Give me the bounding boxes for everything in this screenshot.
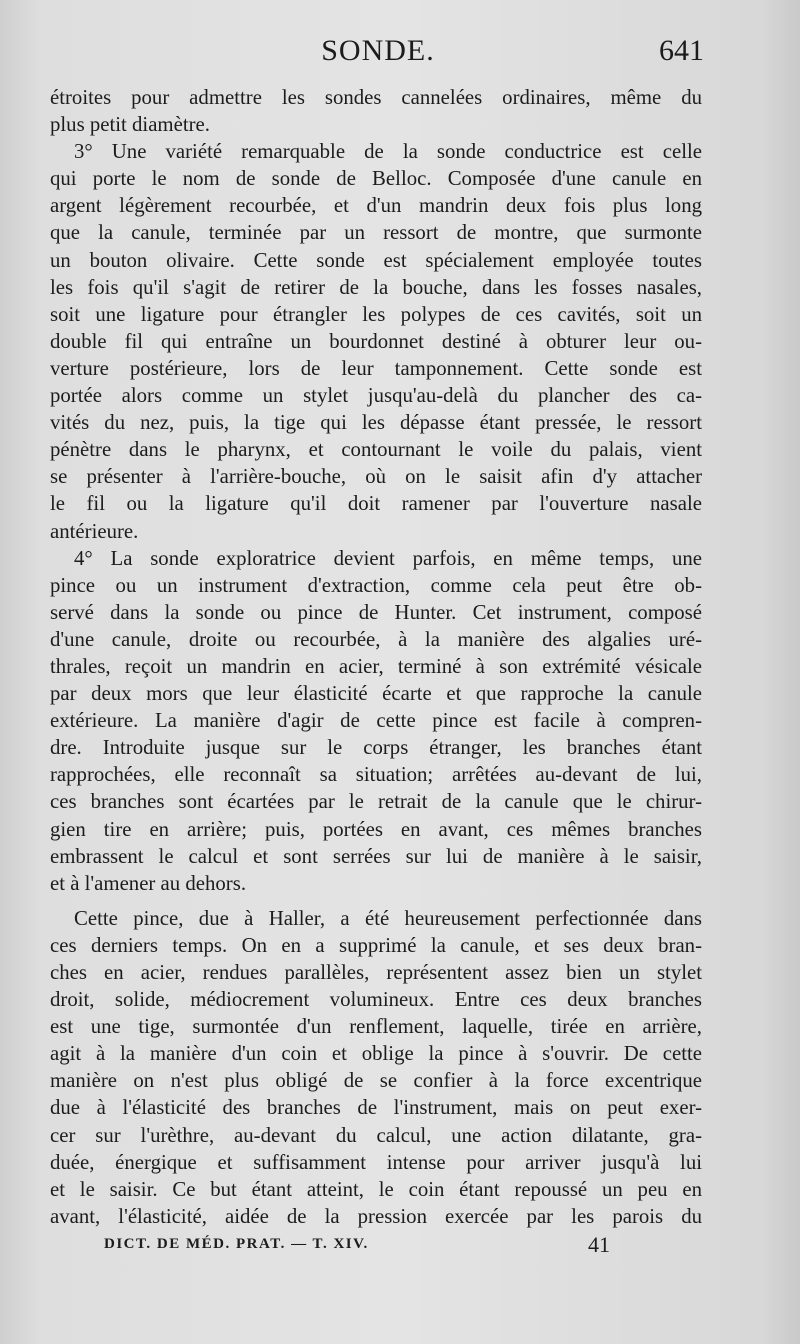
text-line: due à l'élasticité des branches de l'instrument, mais on peut exer- bbox=[50, 1096, 702, 1120]
text-line: antérieure. bbox=[50, 519, 139, 543]
text-line: avant, l'élasticité, aidée de la pression exercée par les parois du bbox=[50, 1204, 702, 1228]
text-line: d'une canule, droite ou recourbée, à la manière des algalies uré- bbox=[50, 627, 702, 651]
text-line: verture postérieure, lors de leur tamponnement. Cette sonde est bbox=[50, 356, 702, 380]
text-line: 4° La sonde exploratrice devient parfois, en même temps, une bbox=[74, 546, 702, 570]
text-line: ches en acier, rendues parallèles, représentent assez bien un stylet bbox=[50, 961, 702, 984]
page-header bbox=[52, 34, 704, 74]
text-line: double fil qui entraîne un bourdonnet destiné à obturer leur ou- bbox=[50, 329, 702, 353]
signature-mark: 41 bbox=[588, 1232, 610, 1257]
text-line: gien tire en arrière; puis, portées en avant, ces mêmes branches bbox=[50, 817, 702, 841]
text-line: 3° Une variété remarquable de la sonde conductrice est celle bbox=[74, 140, 702, 164]
text-line: un bouton olivaire. Cette sonde est spécialement employée toutes bbox=[50, 248, 702, 272]
text-line: par deux mors que leur élasticité écarte et que rapproche la canule bbox=[50, 682, 702, 706]
text-line: servé dans la sonde ou pince de Hunter. Cet instrument, composé bbox=[50, 600, 702, 624]
text-line: et le saisir. Ce but étant atteint, le coin étant repoussé un peu en bbox=[50, 1177, 702, 1201]
text-line: pénètre dans le pharynx, et contournant le voile du palais, vient bbox=[50, 438, 702, 462]
footer-imprint: DICT. DE MÉD. PRAT. — T. XIV. bbox=[104, 1236, 369, 1252]
text-line: manière on n'est plus obligé de se confier à la force excentrique bbox=[50, 1069, 702, 1093]
text-line: et à l'amener au dehors. bbox=[50, 871, 247, 895]
text-line: soit une ligature pour étrangler les polypes de ces cavités, soit un bbox=[50, 302, 702, 326]
text-line: extérieure. La manière d'agir de cette pince est facile à compren- bbox=[50, 709, 702, 733]
text-line: ces derniers temps. On en a supprimé la canule, et ses deux bran- bbox=[50, 933, 702, 957]
text-line: se présenter à l'arrière-bouche, où on le saisit afin d'y attacher bbox=[50, 465, 702, 489]
text-line: pince ou un instrument d'extraction, comme cela peut être ob- bbox=[50, 573, 702, 597]
text-line: droit, solide, médiocrement volumineux. Entre ces deux branches bbox=[50, 988, 702, 1012]
text-line: est une tige, surmontée d'un renflement, laquelle, tirée en arrière, bbox=[50, 1015, 702, 1039]
text-line: portée alors comme un stylet jusqu'au-delà du plancher des ca- bbox=[50, 384, 702, 408]
text-line: les fois qu'il s'agit de retirer de la bouche, dans les fosses nasales, bbox=[50, 275, 702, 299]
text-line: duée, énergique et suffisamment intense pour arriver jusqu'à lui bbox=[50, 1150, 702, 1174]
text-line: vités du nez, puis, la tige qui les dépasse étant pressée, le ressort bbox=[50, 411, 702, 435]
text-line: étroites pour admettre les sondes cannelées ordinaires, même du bbox=[50, 86, 702, 109]
text-line: que la canule, terminée par un ressort de montre, que surmonte bbox=[50, 221, 702, 245]
running-title: SONDE. bbox=[321, 34, 435, 67]
text-line: cer sur l'urèthre, au-devant du calcul, une action dilatante, gra- bbox=[50, 1123, 702, 1147]
text-line: argent légèrement recourbée, et d'un mandrin deux fois plus long bbox=[50, 194, 702, 218]
text-line: ces branches sont écartées par le retrait de la canule que le chirur- bbox=[50, 790, 702, 814]
text-line: Cette pince, due à Haller, a été heureusement perfectionnée dans bbox=[74, 906, 702, 930]
text-line: dre. Introduite jusque sur le corps étranger, les branches étant bbox=[50, 736, 702, 760]
page-footer bbox=[104, 1232, 624, 1262]
text-line: agit à la manière d'un coin et oblige la pince à s'ouvrir. De cette bbox=[50, 1042, 702, 1066]
text-line: plus petit diamètre. bbox=[50, 113, 210, 137]
paragraph-gap bbox=[50, 897, 702, 905]
text-line: qui porte le nom de sonde de Belloc. Composée d'une canule en bbox=[50, 167, 702, 191]
page-number: 641 bbox=[659, 34, 704, 67]
text-line: le fil ou la ligature qu'il doit ramener par l'ouverture nasale bbox=[50, 492, 702, 516]
text-line: embrassent le calcul et sont serrées sur lui de manière à le saisir, bbox=[50, 844, 702, 868]
body-text bbox=[50, 84, 702, 1230]
text-line: rapprochées, elle reconnaît sa situation; arrêtées au-devant de lui, bbox=[50, 763, 702, 787]
text-line: thrales, reçoit un mandrin en acier, terminé à son extrémité vésicale bbox=[50, 654, 702, 678]
